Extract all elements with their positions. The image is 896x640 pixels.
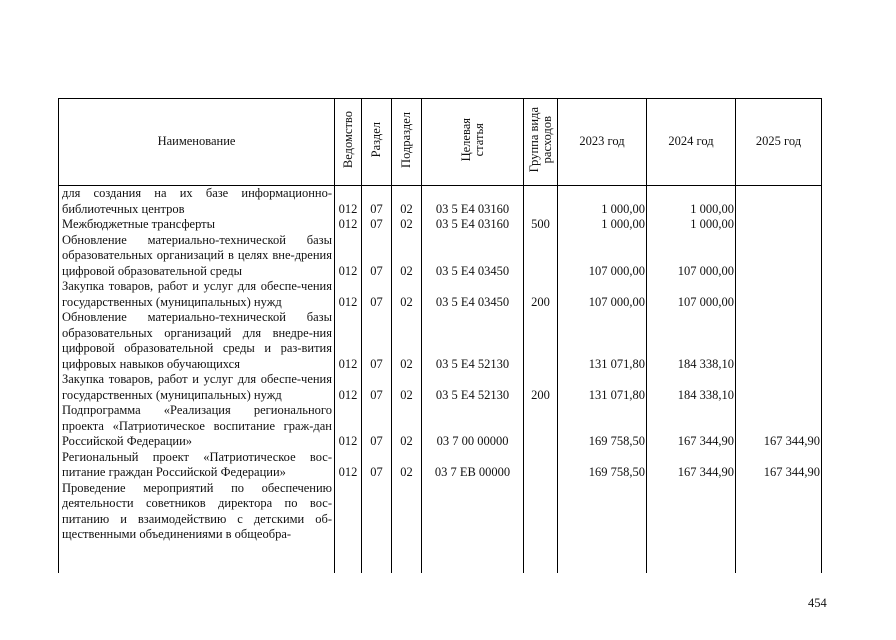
row-vedomstvo: 012: [335, 403, 362, 450]
row-name: Проведение мероприятий по обеспечению деятельности советников директора по вос-питанию и взаимодействию с детскими об-щественными объединениями в общеобра-: [59, 481, 335, 573]
row-name: Обновление материально-технической базы образовательных организаций в целях вне-дрения цифровой образовательной среды: [59, 233, 335, 280]
row-2025: [736, 372, 822, 403]
row-2023: 169 758,50: [558, 403, 647, 450]
row-vid-rashodov: [524, 403, 558, 450]
row-vid-rashodov: [524, 310, 558, 372]
row-tselevaya-statya: 03 5 E4 03160: [422, 186, 524, 218]
row-vid-rashodov: 200: [524, 372, 558, 403]
row-podrazdel: 02: [392, 217, 422, 233]
row-2025: [736, 233, 822, 280]
table-header-row: [59, 99, 822, 186]
row-razdel: 07: [362, 217, 392, 233]
row-podrazdel: 02: [392, 403, 422, 450]
row-2025: [736, 186, 822, 218]
row-tselevaya-statya: 03 5 E4 03450: [422, 279, 524, 310]
header-gruppa-vida-rashodov: Группа вида расходов: [524, 99, 558, 186]
row-podrazdel: 02: [392, 279, 422, 310]
row-vedomstvo: 012: [335, 372, 362, 403]
table-row: [59, 310, 822, 372]
row-tselevaya-statya: 03 7 00 00000: [422, 403, 524, 450]
row-2025: 167 344,90: [736, 403, 822, 450]
row-vid-rashodov: [524, 233, 558, 280]
row-2025: 167 344,90: [736, 450, 822, 481]
row-razdel: 07: [362, 233, 392, 280]
table-row: [59, 217, 822, 233]
table-row: [59, 481, 822, 573]
header-name: Наименование: [59, 99, 335, 186]
row-tselevaya-statya: 03 5 E4 03160: [422, 217, 524, 233]
row-vedomstvo: 012: [335, 310, 362, 372]
row-name: Закупка товаров, работ и услуг для обеспе-чения государственных (муниципальных) нужд: [59, 279, 335, 310]
row-name: Региональный проект «Патриотическое вос-питание граждан Российской Федерации»: [59, 450, 335, 481]
row-name: Обновление материально-технической базы образовательных организаций для внедре-ния цифровой образовательной среды и раз-вития цифровых навыков обучающихся: [59, 310, 335, 372]
row-2024: 1 000,00: [647, 217, 736, 233]
row-2023: 1 000,00: [558, 217, 647, 233]
row-vedomstvo: [335, 481, 362, 573]
header-tselevaya-statya: Целевая статья: [422, 99, 524, 186]
budget-table: [58, 98, 822, 573]
row-razdel: 07: [362, 450, 392, 481]
header-2023: 2023 год: [558, 99, 647, 186]
row-vid-rashodov: [524, 186, 558, 218]
row-name: для создания на их базе информационно-библиотечных центров: [59, 186, 335, 218]
row-2024: 184 338,10: [647, 310, 736, 372]
header-razdel: Раздел: [362, 99, 392, 186]
row-razdel: 07: [362, 310, 392, 372]
header-vedomstvo: Ведомство: [335, 99, 362, 186]
row-vid-rashodov: [524, 481, 558, 573]
table-row: [59, 186, 822, 218]
row-podrazdel: 02: [392, 233, 422, 280]
row-2024: 184 338,10: [647, 372, 736, 403]
table-row: [59, 279, 822, 310]
row-2024: 107 000,00: [647, 279, 736, 310]
row-tselevaya-statya: 03 5 E4 03450: [422, 233, 524, 280]
row-2025: [736, 310, 822, 372]
row-tselevaya-statya: 03 5 E4 52130: [422, 310, 524, 372]
row-podrazdel: 02: [392, 186, 422, 218]
row-2024: 107 000,00: [647, 233, 736, 280]
row-vedomstvo: 012: [335, 186, 362, 218]
row-2023: [558, 481, 647, 573]
table-row: [59, 372, 822, 403]
header-podrazdel: Подраздел: [392, 99, 422, 186]
row-razdel: 07: [362, 403, 392, 450]
row-2024: [647, 481, 736, 573]
row-2023: 131 071,80: [558, 372, 647, 403]
table-row: [59, 233, 822, 280]
row-vid-rashodov: [524, 450, 558, 481]
row-vid-rashodov: 200: [524, 279, 558, 310]
row-vedomstvo: 012: [335, 217, 362, 233]
row-vedomstvo: 012: [335, 233, 362, 280]
row-podrazdel: 02: [392, 310, 422, 372]
row-2023: 107 000,00: [558, 279, 647, 310]
row-name: Закупка товаров, работ и услуг для обеспе-чения государственных (муниципальных) нужд: [59, 372, 335, 403]
row-2025: [736, 217, 822, 233]
row-vedomstvo: 012: [335, 450, 362, 481]
row-razdel: 07: [362, 279, 392, 310]
header-2024: 2024 год: [647, 99, 736, 186]
row-2024: 167 344,90: [647, 450, 736, 481]
row-2025: [736, 481, 822, 573]
row-razdel: 07: [362, 186, 392, 218]
row-razdel: 07: [362, 372, 392, 403]
header-2025: 2025 год: [736, 99, 822, 186]
row-2024: 167 344,90: [647, 403, 736, 450]
row-2024: 1 000,00: [647, 186, 736, 218]
row-podrazdel: 02: [392, 450, 422, 481]
table-row: [59, 403, 822, 450]
row-2023: 131 071,80: [558, 310, 647, 372]
row-razdel: [362, 481, 392, 573]
row-tselevaya-statya: 03 5 E4 52130: [422, 372, 524, 403]
row-name: Межбюджетные трансферты: [59, 217, 335, 233]
row-vid-rashodov: 500: [524, 217, 558, 233]
row-2023: 107 000,00: [558, 233, 647, 280]
page-number: 454: [808, 596, 827, 610]
row-podrazdel: 02: [392, 372, 422, 403]
row-podrazdel: [392, 481, 422, 573]
table-row: [59, 450, 822, 481]
row-vedomstvo: 012: [335, 279, 362, 310]
row-2023: 1 000,00: [558, 186, 647, 218]
row-2025: [736, 279, 822, 310]
row-2023: 169 758,50: [558, 450, 647, 481]
row-tselevaya-statya: [422, 481, 524, 573]
row-name: Подпрограмма «Реализация регионального проекта «Патриотическое воспитание граж-дан Российской Федерации»: [59, 403, 335, 450]
row-tselevaya-statya: 03 7 EB 00000: [422, 450, 524, 481]
